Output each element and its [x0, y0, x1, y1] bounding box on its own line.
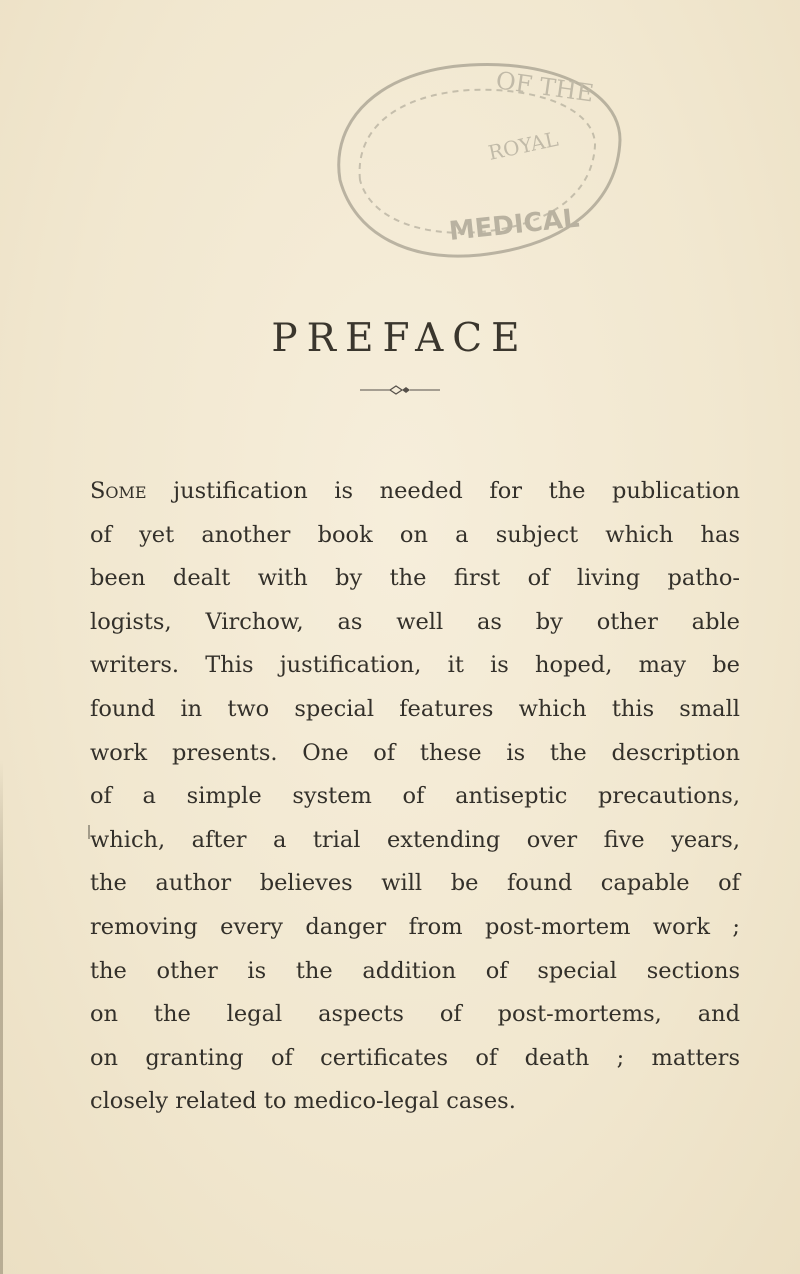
- paragraph-line: writers. This justification, it is hoped, may be: [90, 652, 740, 679]
- paragraph-line: been dealt with by the first of living patho-: [90, 565, 740, 592]
- paragraph-line: on the legal aspects of post-mortems, and: [90, 1001, 740, 1028]
- paragraph-line: of a simple system of antiseptic precautions,: [90, 783, 740, 810]
- paragraph-first-word: Some: [90, 478, 147, 504]
- margin-mark: [88, 825, 90, 839]
- stamp-text-middle: ROYAL: [486, 126, 561, 165]
- paragraph-line: the author believes will be found capable of: [90, 870, 740, 897]
- paragraph-line: work presents. One of these is the description: [90, 739, 740, 766]
- paragraph-line: [90, 470, 740, 514]
- page-title: PREFACE: [271, 316, 529, 361]
- divider-ornament-icon: [360, 384, 440, 396]
- library-stamp-icon: [300, 30, 650, 270]
- paragraph-line: on granting of certificates of death ; matters: [90, 1044, 740, 1071]
- paragraph-line-text: justification is needed for the publication: [146, 478, 740, 504]
- paragraph-line: closely related to medico-legal cases.: [90, 1088, 516, 1115]
- paragraph-line: removing every danger from post-mortem work ;: [90, 913, 740, 940]
- paragraph-line: of yet another book on a subject which has: [90, 521, 740, 548]
- paragraph-line: which, after a trial extending over five years,: [90, 826, 740, 853]
- paragraph-line: logists, Virchow, as well as by other able: [90, 608, 740, 635]
- paragraph-line: found in two special features which this small: [90, 695, 740, 722]
- page-edge-shadow: [0, 760, 3, 1274]
- preface-paragraph: [90, 470, 740, 1124]
- paragraph-line: the other is the addition of special sections: [90, 957, 740, 984]
- stamp-text-bottom: MEDICAL: [447, 203, 581, 247]
- stamp-text-top: OF THE: [494, 66, 596, 108]
